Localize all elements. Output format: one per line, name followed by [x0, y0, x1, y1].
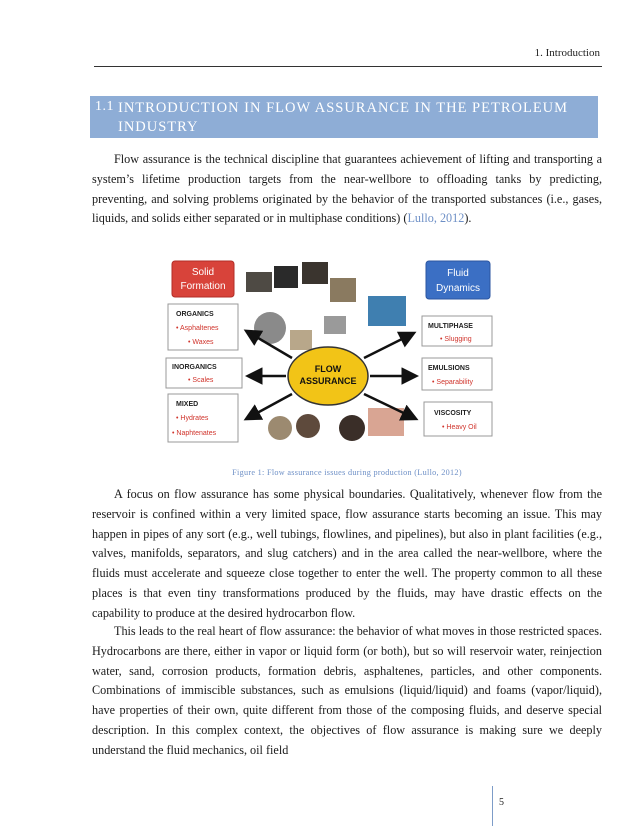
emulsions-title: EMULSIONS [428, 365, 470, 372]
sample-photo [296, 414, 320, 438]
mixed-item-2: • Naphtenates [172, 430, 217, 437]
arrow-to-mixed [248, 394, 292, 418]
emulsions-item-1: • Separability [432, 379, 473, 386]
page-number-rule [492, 786, 493, 826]
paragraph-1-text: Flow assurance is the technical discipline that guarantees achievement of lifting and transporting a system’s lifetime production targets from the near-wellbore to offloading tanks by predicting, preventing, and solving problems originated by the behavior of the transported substances (i.e., gases, liquids, and solids either separated or in multiphase conditions) ( [92, 152, 602, 226]
viscosity-title: VISCOSITY [434, 410, 472, 417]
sample-photo [246, 272, 272, 292]
figure-diagram [162, 258, 497, 448]
mixed-box [168, 394, 238, 442]
center-line2: ASSURANCE [299, 376, 357, 386]
figure-caption: Figure 1: Flow assurance issues during production (Lullo, 2012) [232, 468, 462, 477]
sample-photo [330, 278, 356, 302]
section-number: 1.1 [95, 99, 114, 114]
arrow-to-multiphase [364, 334, 412, 358]
emulsions-box [422, 358, 492, 390]
page-number: 5 [499, 797, 504, 808]
fluid-dynamics-header [426, 261, 490, 299]
solid-formation-header [172, 261, 234, 297]
multiphase-box [422, 316, 492, 346]
mixed-item-1: • Hydrates [176, 415, 209, 422]
sample-photo [274, 266, 298, 288]
citation-link[interactable]: Lullo, 2012 [407, 211, 465, 226]
sample-photo [302, 262, 328, 284]
organics-box [168, 304, 238, 350]
sample-photo [368, 296, 406, 326]
inorganics-title: INORGANICS [172, 364, 217, 371]
solid-header-line1: Solid [191, 267, 215, 278]
sample-photo [368, 408, 404, 436]
organics-item-1: • Asphaltenes [176, 325, 219, 332]
paragraph-1-end: ). [464, 211, 472, 226]
fluid-header-line2: Dynamics [436, 283, 480, 294]
sample-photo [268, 416, 292, 440]
flow-assurance-center [288, 347, 368, 405]
header-rule [94, 66, 602, 67]
viscosity-item-1: • Heavy Oil [442, 424, 477, 431]
paragraph-2: A focus on flow assurance has some physical boundaries. Qualitatively, whenever flow from the reservoir is confined within a very limited space, flow assurance starts becoming an issue. This may happen in pipes of any sort (e.g., well tubings, flowlines, and pipelines), but also in plant facilities (e.g., valves, manifolds, separators, and slug catchers) and in the area called the near-wellbore, where the fluids must accelerate and squeeze close together to enter the well. The property common to all these places is that even tiny transformations produced by the fluids, may have drastic effects on the capability to produce at the desired hydrocarbon flow. [92, 487, 602, 620]
flow-assurance-figure [162, 258, 497, 448]
running-head: 1. Introduction [534, 47, 600, 59]
paragraph-3: This leads to the real heart of flow assurance: the behavior of what moves in those restricted spaces. Hydrocarbons are there, either in vapor or liquid form (or both), but so will reservoir water, reinjection water, sand, corrosion products, formation debris, asphaltenes, particles, and other components. Combinations of immiscible substances, such as emulsions (liquid/liquid) and foams (vapor/liquid), have properties of their own, quite different from those of the composing fluids, and deserve special description. In this complex context, the objectives of flow assurance is making sure we deeply understand the fluid mechanics, oil field [92, 624, 602, 757]
organics-title: ORGANICS [176, 311, 214, 318]
section-title: INTRODUCTION IN FLOW ASSURANCE IN THE PETROLEUM INDUSTRY [118, 100, 569, 135]
sample-photo [324, 316, 346, 334]
section-heading [90, 96, 598, 138]
organics-item-2: • Waxes [188, 339, 214, 346]
multiphase-item-1: • Slugging [440, 336, 472, 343]
fluid-header-line1: Fluid [447, 268, 469, 279]
viscosity-box [424, 402, 492, 436]
sample-photo [290, 330, 312, 350]
multiphase-title: MULTIPHASE [428, 323, 473, 330]
mixed-title: MIXED [176, 401, 199, 408]
center-line1: FLOW [314, 364, 342, 374]
inorganics-item-1: • Scales [188, 377, 214, 384]
inorganics-box [166, 358, 242, 388]
sample-photo [339, 415, 365, 441]
solid-header-line2: Formation [180, 281, 226, 292]
paragraph-1 [92, 150, 602, 229]
